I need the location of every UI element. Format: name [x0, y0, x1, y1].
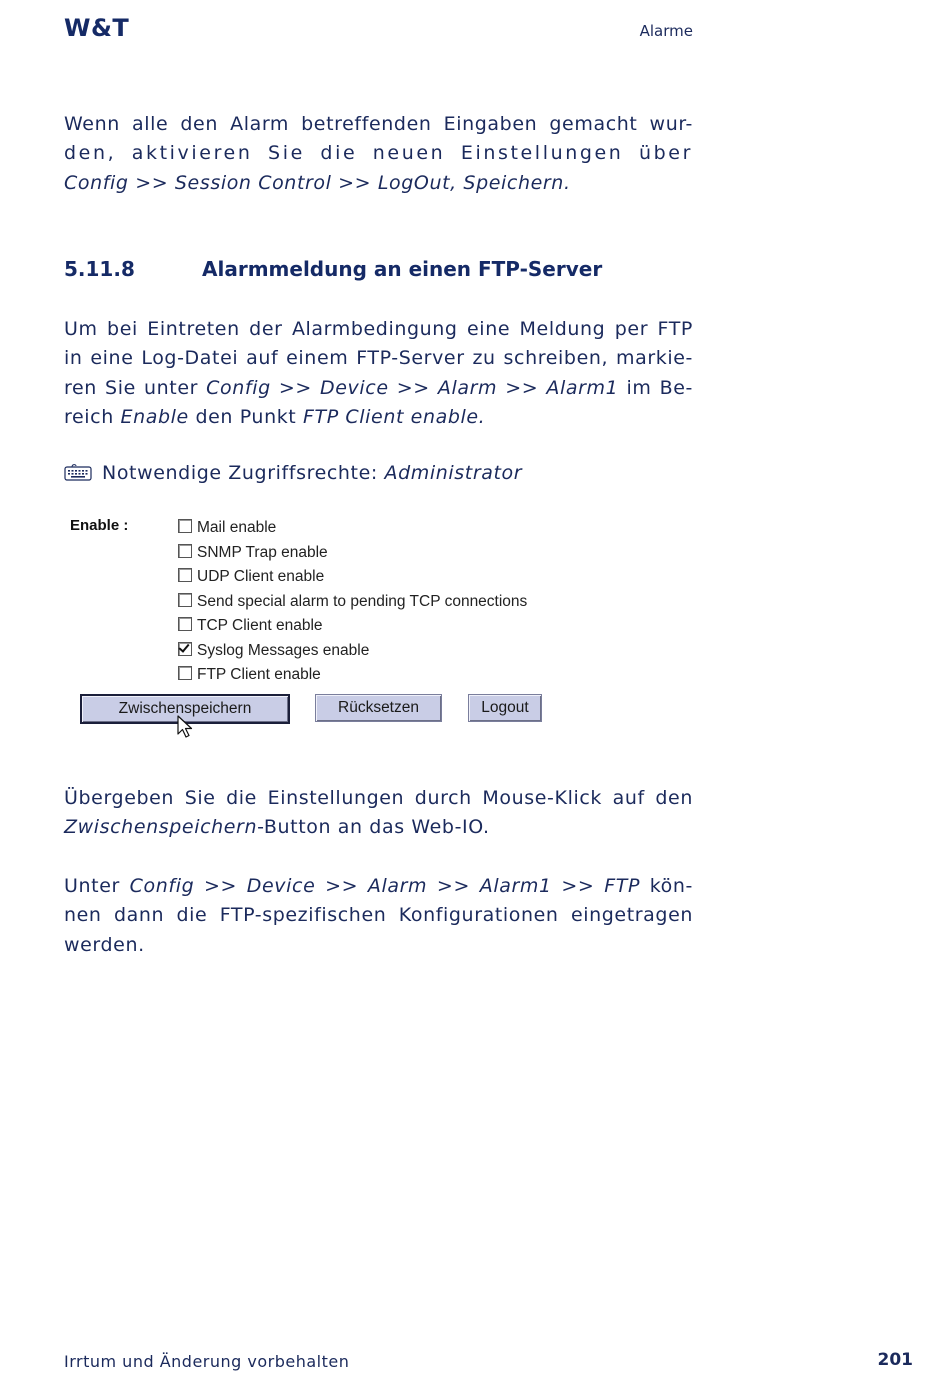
paragraph-ftp-config	[64, 872, 693, 960]
option-syslog-enable[interactable]: Syslog Messages enable	[178, 640, 369, 662]
option-udp-client-enable[interactable]: UDP Client enable	[178, 566, 324, 588]
option-ftp-client-enable[interactable]: FTP Client enable	[178, 664, 321, 686]
checkbox[interactable]	[178, 544, 192, 558]
paragraph-intro	[64, 110, 693, 198]
mouse-pointer-icon	[177, 715, 195, 741]
paragraph-line: Zwischenspeichern-Button an das Web-IO.	[64, 816, 490, 839]
option-special-alarm-tcp[interactable]: Send special alarm to pending TCP connections	[178, 591, 527, 613]
paragraph-submit	[64, 784, 693, 843]
checkbox[interactable]	[178, 617, 192, 631]
access-rights-note	[64, 462, 522, 484]
page-number: 201	[877, 1350, 913, 1370]
enable-label: Enable :	[70, 517, 129, 534]
section-title: Alarmmeldung an einen FTP-Server	[202, 257, 603, 281]
logout-button[interactable]: Logout	[468, 694, 542, 722]
checkbox-checked[interactable]	[178, 642, 192, 656]
paragraph-ftp-intro	[64, 315, 693, 432]
paragraph-line: reich Enable den Punkt FTP Client enable.	[64, 405, 486, 428]
paragraph-line: Übergeben Sie die Einstellungen durch Mouse-Klick auf den	[64, 787, 693, 809]
option-mail-enable[interactable]: Mail enable	[178, 517, 276, 539]
section-heading	[64, 257, 602, 281]
paragraph-line: den, aktivieren Sie die neuen Einstellungen über	[64, 142, 693, 165]
menu-path: Config >> Device >> Alarm >> Alarm1 >> FTP	[129, 875, 640, 897]
menu-path: Config >> Device >> Alarm >> Alarm1	[206, 376, 619, 399]
brand-logo: W&T	[64, 14, 130, 42]
paragraph-line: Wenn alle den Alarm betreffenden Eingaben gemacht wur-	[64, 113, 693, 135]
section-number: 5.11.8	[64, 257, 135, 281]
paragraph-line: Um bei Eintreten der Alarmbedingung eine Meldung per FTP	[64, 318, 693, 340]
checkbox[interactable]	[178, 593, 192, 607]
access-rights-label: Notwendige Zugriffsrechte:	[102, 462, 385, 484]
keyboard-icon	[64, 463, 92, 481]
option-tcp-client-enable[interactable]: TCP Client enable	[178, 615, 323, 637]
menu-path: Config >> Session Control >> LogOut, Speichern.	[64, 171, 571, 194]
enable-options-screenshot	[64, 512, 584, 744]
option-snmp-trap-enable[interactable]: SNMP Trap enable	[178, 542, 328, 564]
section-header: Alarme	[639, 22, 693, 40]
access-rights-value: Administrator	[384, 462, 523, 484]
footer-note: Irrtum und Änderung vorbehalten	[64, 1352, 350, 1371]
paragraph-line: nen dann die FTP-spezifischen Konfigurationen eingetragen	[64, 904, 693, 927]
paragraph-line: Unter Config >> Device >> Alarm >> Alarm1 >> FTP kön-	[64, 875, 694, 897]
checkbox[interactable]	[178, 568, 192, 582]
reset-button[interactable]: Rücksetzen	[315, 694, 442, 722]
checkbox[interactable]	[178, 666, 192, 680]
paragraph-line: in eine Log-Datei auf einem FTP-Server zu schreiben, markie-	[64, 347, 693, 370]
save-button[interactable]: Zwischenspeichern	[80, 694, 290, 724]
paragraph-line: werden.	[64, 933, 145, 956]
paragraph-line: ren Sie unter Config >> Device >> Alarm >> Alarm1 im Be-	[64, 376, 693, 399]
checkbox[interactable]	[178, 519, 192, 533]
